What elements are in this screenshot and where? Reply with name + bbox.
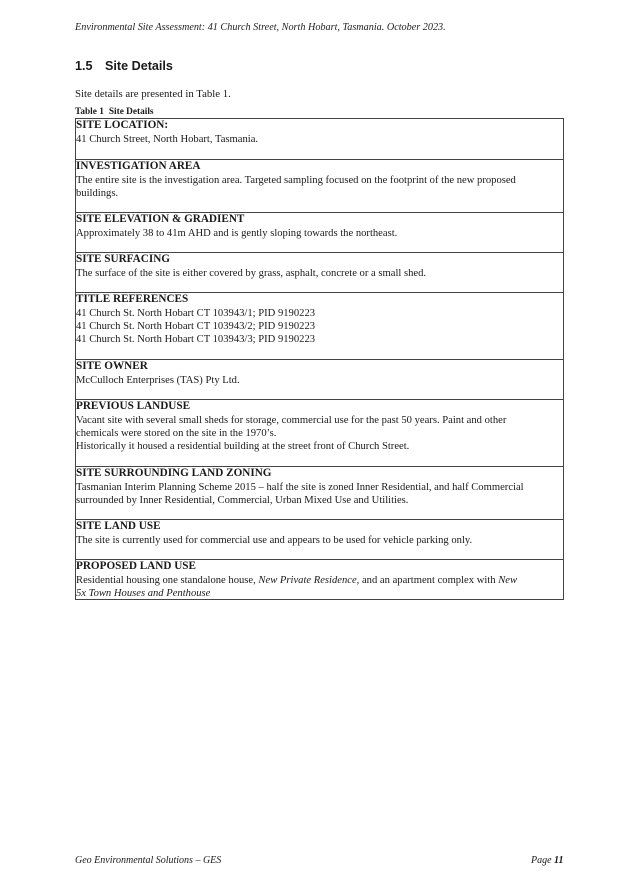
- row-line: The surface of the site is either covered by grass, asphalt, concrete or a small shed.: [76, 267, 427, 279]
- row-title: SITE LAND USE: [76, 520, 161, 532]
- table-row: [76, 159, 563, 212]
- italic-text: New: [498, 574, 518, 586]
- section-title: Site Details: [105, 59, 173, 73]
- table-caption-label: Table 1: [75, 107, 104, 117]
- plain-text: Residential housing one standalone house,: [76, 574, 259, 586]
- footer-page-number: 11: [554, 855, 564, 866]
- table-row: [76, 559, 563, 599]
- row-title: TITLE REFERENCES: [76, 293, 189, 305]
- row-line: [76, 574, 563, 587]
- row-line: surrounded by Inner Residential, Commercial, Urban Mixed Use and Utilities.: [76, 494, 409, 506]
- table-row: [76, 292, 563, 359]
- table-caption-title: Site Details: [108, 107, 154, 117]
- row-title: PREVIOUS LANDUSE: [76, 400, 191, 412]
- row-title: INVESTIGATION AREA: [76, 160, 201, 172]
- row-line: buildings.: [76, 187, 119, 199]
- table-caption: [75, 107, 154, 117]
- running-header: Environmental Site Assessment: 41 Church Street, North Hobart, Tasmania. October 2023.: [75, 22, 446, 33]
- row-title: SITE ELEVATION & GRADIENT: [76, 213, 245, 225]
- intro-paragraph: Site details are presented in Table 1.: [75, 88, 231, 100]
- footer-page-label: Page: [531, 855, 552, 866]
- footer-company: Geo Environmental Solutions – GES: [75, 855, 222, 866]
- row-line: chemicals were stored on the site in the 1970’s.: [76, 427, 277, 439]
- row-line: Tasmanian Interim Planning Scheme 2015 – half the site is zoned Inner Residential, and half Commercial: [76, 481, 524, 493]
- row-line: 41 Church St. North Hobart CT 103943/2; PID 9190223: [76, 320, 316, 332]
- row-title: SITE SURROUNDING LAND ZONING: [76, 467, 272, 479]
- section-number: 1.5: [75, 59, 93, 73]
- table-row: [76, 359, 563, 399]
- italic-text: New Private Residence,: [258, 574, 360, 586]
- table-row: [76, 466, 563, 519]
- italic-text: 5x Town Houses and Penthouse: [76, 587, 211, 599]
- table-row: [76, 119, 563, 159]
- site-details-table: [75, 118, 564, 600]
- row-line: McCulloch Enterprises (TAS) Pty Ltd.: [76, 374, 240, 386]
- row-line: The entire site is the investigation area. Targeted sampling focused on the footprint of the new proposed: [76, 174, 516, 186]
- row-title: SITE SURFACING: [76, 253, 170, 265]
- row-title: PROPOSED LAND USE: [76, 560, 196, 572]
- row-line: Vacant site with several small sheds for storage, commercial use for the past 50 years. Paint and other: [76, 414, 507, 426]
- table-row: [76, 252, 563, 292]
- row-line: The site is currently used for commercial use and appears to be used for vehicle parking only.: [76, 534, 473, 546]
- row-title: SITE OWNER: [76, 360, 148, 372]
- row-title: SITE LOCATION:: [76, 119, 169, 131]
- row-line: 41 Church St. North Hobart CT 103943/3; PID 9190223: [76, 334, 316, 346]
- table-row: [76, 399, 563, 466]
- row-line: Historically it housed a residential building at the street front of Church Street.: [76, 441, 410, 453]
- footer-page: [531, 855, 564, 866]
- table-row: [76, 212, 563, 252]
- section-heading: [75, 59, 173, 73]
- row-line: 41 Church St. North Hobart CT 103943/1; PID 9190223: [76, 307, 316, 319]
- row-line: Approximately 38 to 41m AHD and is gently sloping towards the northeast.: [76, 227, 398, 239]
- row-line: 41 Church Street, North Hobart, Tasmania.: [76, 133, 259, 145]
- row-line: [76, 587, 563, 600]
- table-row: [76, 519, 563, 559]
- plain-text: and an apartment complex with: [359, 574, 499, 586]
